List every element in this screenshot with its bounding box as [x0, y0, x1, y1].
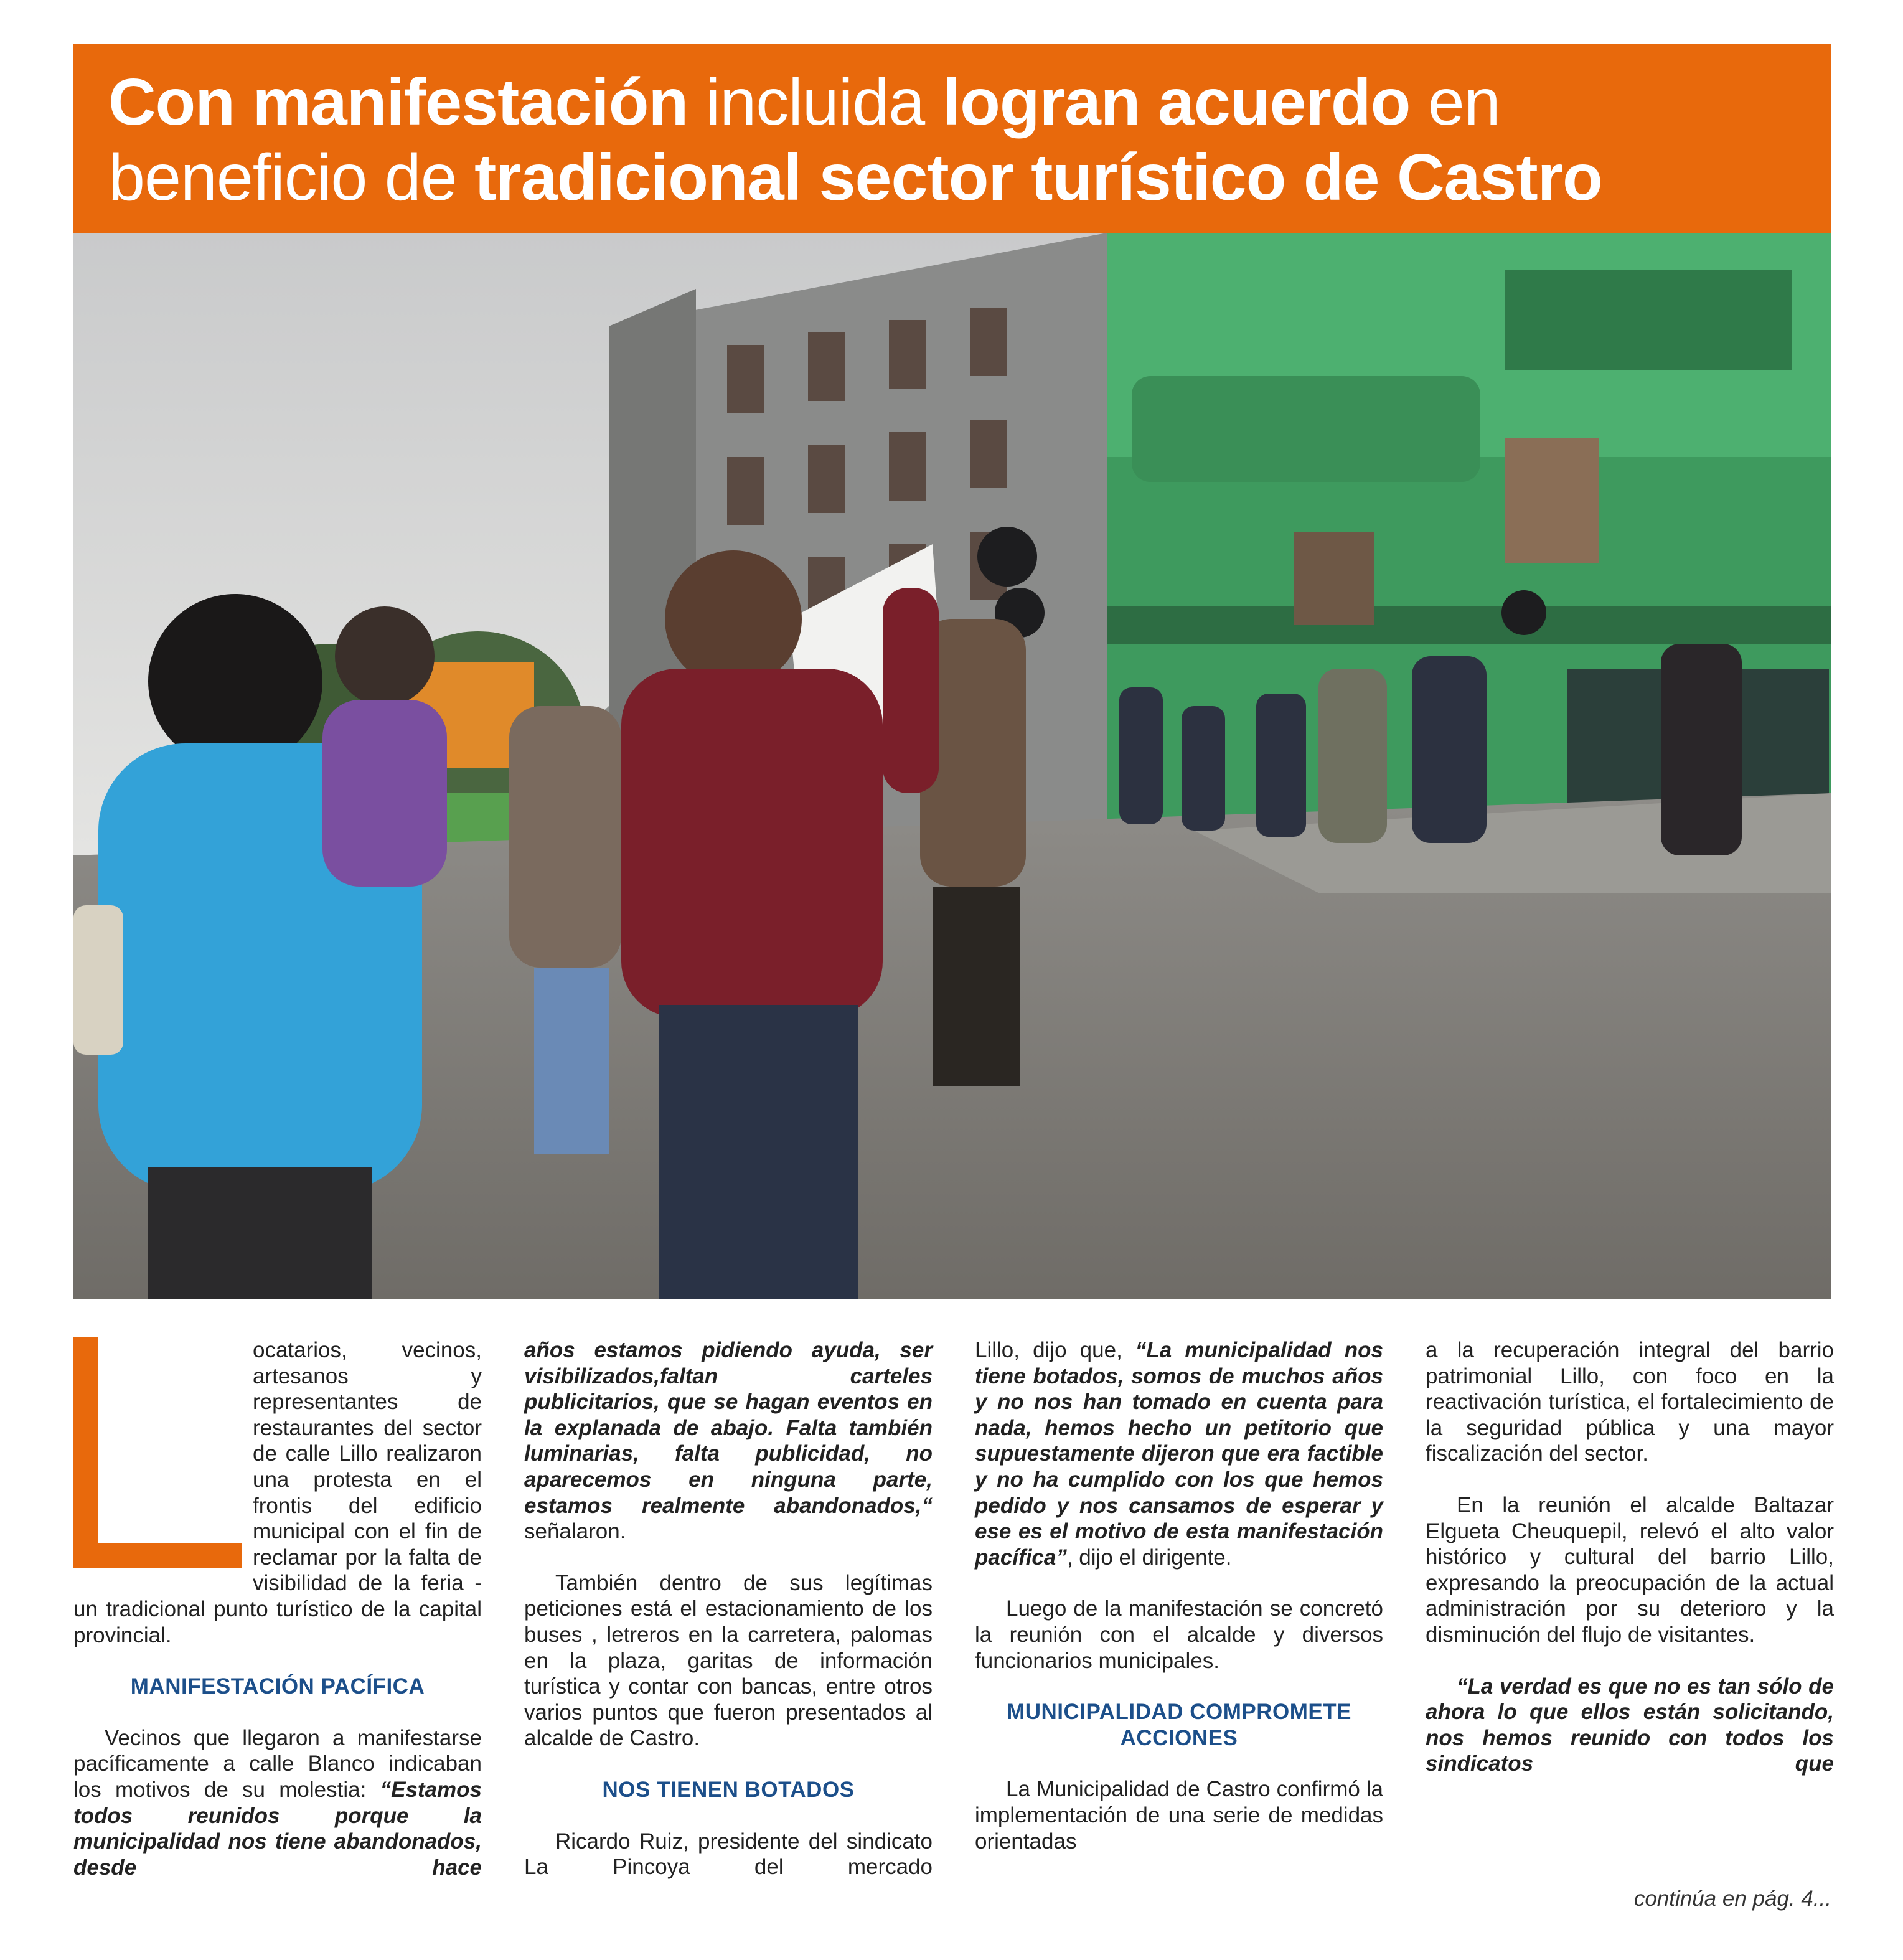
article-paragraph: Ricardo Ruiz, presidente del sindicato La Pincoya del mercado — [524, 1829, 933, 1880]
article-paragraph: Lillo, dijo que, “La municipalidad nos tiene botados, somos de muchos años y no nos han tomado en cuenta para nada, hemos hecho un petitorio que supuestamente dijeron que era factible y no ha cumplido con los que hemos pedido y nos cansamos de esperar y ese es el motivo de esta manifestación pacífica”, dijo el dirigente. — [975, 1338, 1383, 1570]
article-paragraph: Luego de la manifestación se concretó la reunión con el alcalde y diversos funcionarios municipales. — [975, 1596, 1383, 1673]
quote: “Estamos todos reunidos porque la municipalidad nos tiene abandonados, desde hace — [73, 1777, 482, 1880]
article-column-1 — [73, 1337, 482, 1880]
subheading-municipalidad-compromete-acciones: MUNICIPALIDAD COMPROMETE ACCIONES — [1007, 1700, 1351, 1750]
article-paragraph: Vecinos que llegaron a manifestarse pacíficamente a calle Blanco indicaban los motivos de su molestia: “Estamos todos reunidos porque la municipalidad nos tiene abandonados, desde hace — [73, 1725, 482, 1880]
article-column-4 — [1426, 1337, 1834, 1777]
article-paragraph: La Municipalidad de Castro confirmó la implementación de una serie de medidas orientadas — [975, 1777, 1383, 1854]
quote: “La verdad es que no es tan sólo de ahora lo que ellos están solicitando, nos hemos reunido con todos los sindicatos que — [1426, 1674, 1834, 1776]
subheading-manifestacion-pacifica: MANIFESTACIÓN PACÍFICA — [130, 1674, 425, 1699]
headline-banner — [73, 44, 1831, 233]
quote: años estamos pidiendo ayuda, ser visibilizados,faltan carteles publicitarios, que se hagan eventos en la explanada de abajo. Falta también luminarias, falta publicidad, no aparecemos en ninguna parte, estamos realmente abandonados,“ — [524, 1338, 933, 1518]
article-paragraph: años estamos pidiendo ayuda, ser visibilizados,faltan carteles publicitarios, que se hagan eventos en la explanada de abajo. Falta también luminarias, falta publicidad, no aparecemos en ninguna parte, estamos realmente abandonados,“ señalaron. — [524, 1338, 933, 1544]
protest-photo — [73, 233, 1831, 1299]
protest-photo-illustration — [73, 233, 1831, 1299]
article-column-3 — [975, 1337, 1383, 1854]
article-paragraph: En la reunión el alcalde Baltazar Elgueta Cheuquepil, relevó el alto valor histórico y cultural del barrio Lillo, expresando la preocupación de la actual administración por su deterioro y la disminución del flujo de visitantes. — [1426, 1492, 1834, 1647]
headline — [108, 65, 1797, 215]
article-paragraph — [1426, 1674, 1834, 1777]
article-paragraph: También dentro de sus legítimas peticiones está el estacionamiento de los buses , letreros en la carretera, palomas en la plaza, garitas de información turística y contar con bancas, entre otros varios puntos que fueron presentados al alcalde de Castro. — [524, 1570, 933, 1751]
drop-cap-letter-l — [73, 1337, 242, 1568]
article-paragraph: a la recuperación integral del barrio patrimonial Lillo, con foco en la reactivación turística, el fortalecimiento de la seguridad pública y una mayor fiscalización del sector. — [1426, 1338, 1834, 1466]
headline-line-2: beneficio de tradicional sector turístico de Castro — [108, 141, 1602, 214]
article-column-2 — [524, 1337, 933, 1880]
quote: “La municipalidad nos tiene botados, somos de muchos años y no nos han tomado en cuenta para nada, hemos hecho un petitorio que supuestamente dijeron que era factible y no ha cumplido con los que hemos pedido y nos cansamos de esperar y ese es el motivo de esta manifestación pacífica” — [975, 1338, 1383, 1570]
drop-cap — [73, 1337, 242, 1568]
continued-on-page-note: continúa en pág. 4... — [1633, 1887, 1831, 1911]
article-lead-paragraph: ocatarios, vecinos, artesanos y representantes de restaurantes del sector de calle Lillo realizaron una protesta en el frontis del edificio municipal con el fin de reclamar por la falta de visibilidad de la feria - un tradicional punto turístico de la capital provincial. — [73, 1338, 482, 1647]
headline-line-1: Con manifestación incluida logran acuerdo en — [108, 65, 1500, 139]
subheading-nos-tienen-botados: NOS TIENEN BOTADOS — [602, 1777, 855, 1802]
